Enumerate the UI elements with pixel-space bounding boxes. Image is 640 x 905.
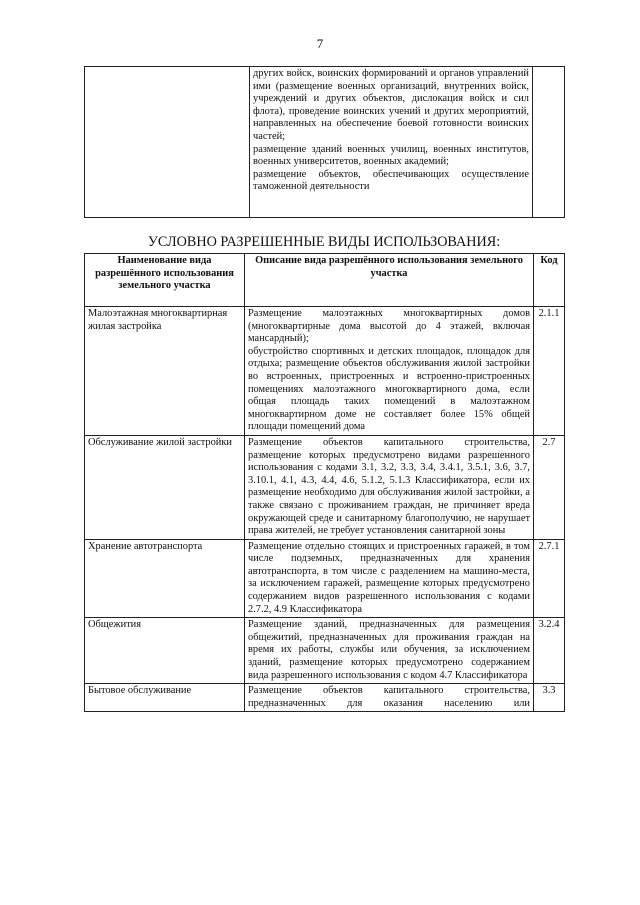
continuation-table — [84, 66, 565, 218]
header-description: Описание вида разрешённого использования земельного участка — [245, 254, 534, 307]
row-code: 2.7.1 — [534, 539, 565, 618]
section-title: УСЛОВНО РАЗРЕШЕННЫЕ ВИДЫ ИСПОЛЬЗОВАНИЯ: — [147, 234, 501, 250]
row-description — [245, 435, 534, 539]
continuation-paragraph: других войск, воинских формирований и органов управлений ими (размещение военных организаций, внутренних войск, учреждений и других объектов, дислокация войск и сил флота), проведение воинских учений и других мероприятий, направленных на обеспечение боевой готовности воинских частей; — [253, 68, 529, 142]
description-paragraph: обустройство спортивных и детских площадок, площадок для отдыха; размещение объектов обслуживания жилой застройки во встроенных, пристроенных и встроенно-пристроенных помещениях малоэтажного многоквартирного дома, если общая площадь таких помещений в малоэтажном многоквартирном доме не составляет более 15% общей площади помещений дома — [248, 345, 530, 433]
continuation-paragraph: размещение объектов, обеспечивающих осуществление таможенной деятельности — [253, 168, 529, 193]
table-row — [85, 539, 565, 618]
row-code: 2.7 — [534, 435, 565, 539]
conditional-uses-table — [84, 253, 565, 712]
table-row — [85, 67, 565, 218]
row-name: Общежития — [85, 618, 245, 684]
table-row — [85, 684, 565, 712]
table-row — [85, 435, 565, 539]
description-paragraph: Размещение зданий, предназначенных для размещения общежитий, предназначенных для проживания граждан на время их работы, службы или обучения, за исключением зданий, размещение которых предусмотрено содержанием вида разрешенного использования с кодом 4.7 Классификатора — [248, 619, 530, 681]
empty-code-cell — [533, 67, 565, 218]
header-code: Код — [534, 254, 565, 307]
description-paragraph: Размещение отдельно стоящих и пристроенных гаражей, в том числе подземных, предназначенных для хранения автотранспорта, в том числе с разделением на машино-места, за исключением гаражей, размещение которых предусмотрено содержанием видов разрешенного использования с кодами 2.7.2, 4.9 Классификатора — [248, 540, 530, 615]
row-description — [245, 307, 534, 436]
row-name: Малоэтажная многоквартирная жилая застройка — [85, 307, 245, 436]
table-row — [85, 618, 565, 684]
table-row — [85, 307, 565, 436]
description-paragraph: Размещение объектов капитального строительства, размещение которых предусмотрено видами разрешенного использования с кодами 3.1, 3.2, 3.3, 3.4, 3.4.1, 3.5.1, 3.6, 3.7, 3.10.1, 4.1, 4.3, 4.4, 4.6, 5.1.2, 5.1.3 Классификатора, если их размещение необходимо для обслуживания жилой застройки, а также связано с проживанием граждан, не причиняет вреда окружающей среде и санитарному благополучию, не нарушает права жителей, не требует установления санитарной зоны — [248, 436, 530, 537]
row-description — [245, 618, 534, 684]
row-name: Бытовое обслуживание — [85, 684, 245, 712]
empty-name-cell — [85, 67, 250, 218]
row-description — [245, 684, 534, 712]
row-description — [245, 539, 534, 618]
row-name: Обслуживание жилой застройки — [85, 435, 245, 539]
header-name: Наименование вида разрешённого использования земельного участка — [85, 254, 245, 307]
row-code: 3.2.4 — [534, 618, 565, 684]
description-paragraph: Размещение объектов капитального строительства, предназначенных для оказания населению или — [248, 685, 530, 709]
table-header-row — [85, 254, 565, 307]
row-code: 2.1.1 — [534, 307, 565, 436]
row-name: Хранение автотранспорта — [85, 539, 245, 618]
page-number: 7 — [316, 36, 324, 51]
description-paragraph: Размещение малоэтажных многоквартирных домов (многоквартирные дома высотой до 4 этажей, включая мансардный); — [248, 308, 530, 345]
row-code: 3.3 — [534, 684, 565, 712]
continuation-description-cell — [250, 67, 533, 218]
continuation-paragraph: размещение зданий военных училищ, военных институтов, военных университетов, военных академий; — [253, 143, 529, 168]
